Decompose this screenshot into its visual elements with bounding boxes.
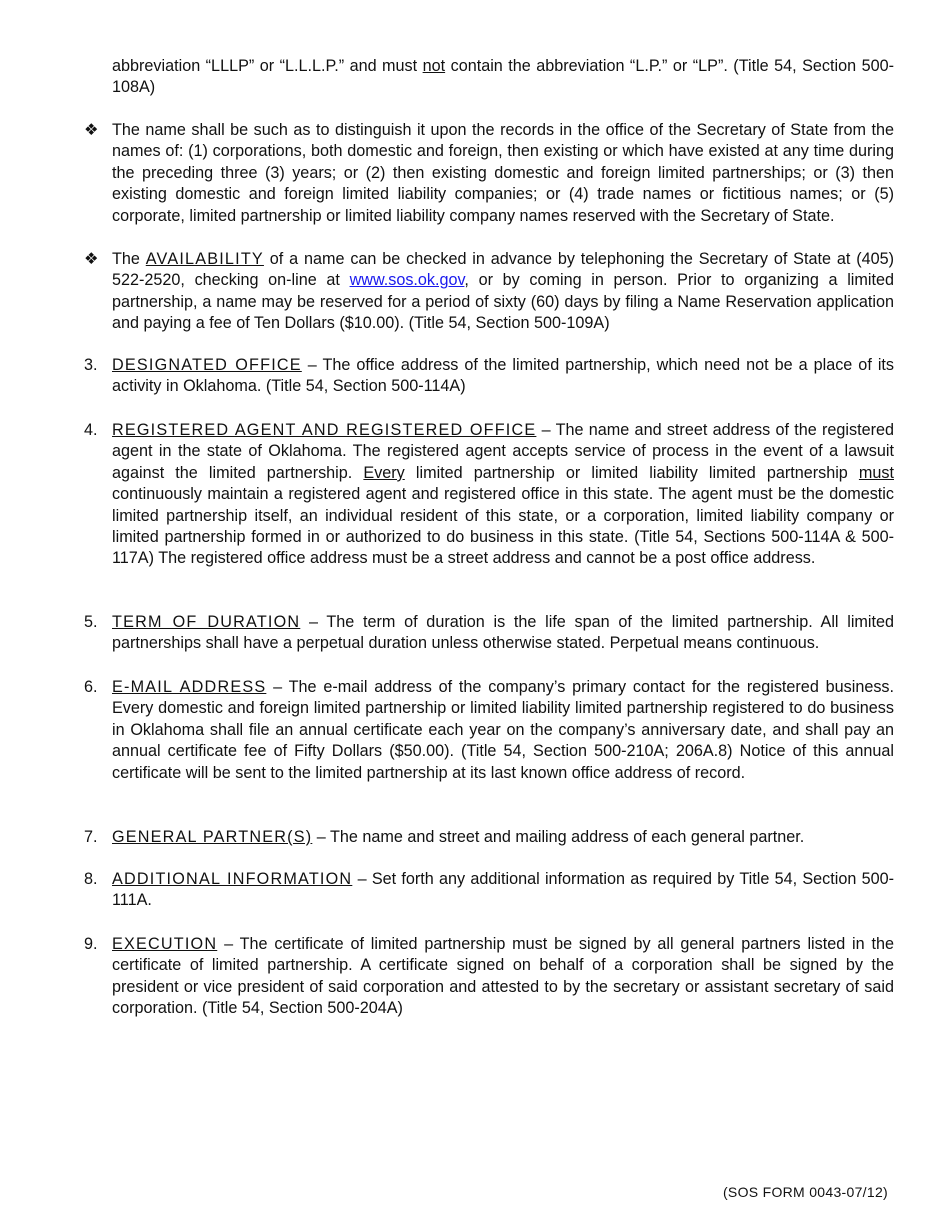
item-general-partners: 7. GENERAL PARTNER(S) – The name and street and mailing address of each general partner. xyxy=(84,827,894,848)
diamond-bullet-icon: ❖ xyxy=(84,121,99,139)
item-term-of-duration: 5. TERM OF DURATION – The term of duration is the life span of the limited partnership. All limited partnerships shall have a perpetual duration unless otherwise stated. Perpetual means continuous. xyxy=(84,613,894,653)
bullet-name-distinction xyxy=(84,120,894,227)
intro-paragraph: abbreviation “LLLP” or “L.L.L.P.” and must not contain the abbreviation “L.P.” or “LP”. (Title 54, Section 500-108A) xyxy=(112,57,895,97)
item-number: 8. xyxy=(84,870,98,888)
item-email-address: 6. E-MAIL ADDRESS – The e-mail address of the company’s primary contact for the registered business. Every domestic and foreign limited partnership or limited liability limited partnership registered to do business in Oklahoma shall file an annual certificate each year on the company’s anniversary date, and shall pay an annual certificate fee of Fifty Dollars ($50.00). (Title 54, Section 500-210A; 206A.8) Notice of this annual certificate will be sent to the limited partnership at its last known office address of record. xyxy=(84,678,895,782)
item-heading: DESIGNATED OFFICE xyxy=(112,356,302,374)
diamond-bullet-icon: ❖ xyxy=(84,250,99,268)
item-registered-agent: 4. REGISTERED AGENT AND REGISTERED OFFICE – The name and street address of the registered agent in the state of Oklahoma. The registered agent accepts service of process in the event of a lawsuit against the limited partnership. Every limited partnership or limited liability limited partnership must continuously maintain a registered agent and registered office in this state. The agent must be the domestic limited partnership itself, an individual resident of this state, or a corporation, limited liability company or limited partnership formed in or authorized to do business in this state. (Title 54, Sections 500-114A & 500-117A) The registered office address must be a street address and cannot be a post office address. xyxy=(84,421,894,568)
emphasis-must: must xyxy=(858,463,894,482)
item-heading: GENERAL PARTNER(S) xyxy=(112,828,313,846)
bullet-text: The AVAILABILITY of a name can be checked in advance by telephoning the Secretary of State at (405) 522-2520, checking on-line at www.sos.ok.gov, or by coming in person. Prior to organizing a limited partnership, a name may be reserved for a period of sixty (60) days by filing a Name Reservation application and paying a fee of Ten Dollars ($10.00). (Title 54, Section 500-109A) xyxy=(112,250,894,333)
bullet-availability xyxy=(84,249,894,335)
item-number: 6. xyxy=(84,678,98,696)
item-heading: ADDITIONAL INFORMATION xyxy=(112,870,353,888)
item-number: 3. xyxy=(84,356,98,374)
item-heading: E-MAIL ADDRESS xyxy=(112,678,267,696)
bullet-text: The name shall be such as to distinguish it upon the records in the office of the Secretary of State from the names of: (1) corporations, both domestic and foreign, then existing or which have existed at any time during the preceding three (3) years; or (2) then existing domestic and foreign limited partnerships; or (3) then existing domestic and foreign limited liability companies; or (4) trade names or fictitious names; or (5) corporate, limited partnership or limited liability company names reserved with the Secretary of State. xyxy=(112,121,894,225)
item-number: 7. xyxy=(84,828,98,846)
sos-website-link[interactable]: www.sos.ok.gov xyxy=(349,271,465,290)
item-heading: REGISTERED AGENT AND REGISTERED OFFICE xyxy=(112,421,537,439)
item-heading: EXECUTION xyxy=(112,935,218,953)
emphasis-not: not xyxy=(422,57,446,75)
term-availability: AVAILABILITY xyxy=(145,250,264,268)
item-number: 5. xyxy=(84,613,98,631)
item-heading: TERM OF DURATION xyxy=(112,613,301,631)
item-number: 9. xyxy=(84,935,98,953)
item-designated-office: 3. DESIGNATED OFFICE – The office address of the limited partnership, which need not be a place of its activity in Oklahoma. (Title 54, Section 500-114A) xyxy=(84,356,895,396)
form-id-footer: (SOS FORM 0043-07/12) xyxy=(722,1184,888,1200)
item-execution: 9. EXECUTION – The certificate of limited partnership must be signed by all general partners listed in the certificate of limited partnership. A certificate signed on behalf of a corporation shall be signed by the president or vice president of said corporation and attested to by the secretary or assistant secretary of said corporation. (Title 54, Section 500-204A) xyxy=(84,935,894,1018)
item-additional-information: 8. ADDITIONAL INFORMATION – Set forth any additional information as required by Title 54, Section 500-111A. xyxy=(84,870,894,910)
emphasis-every: Every xyxy=(363,463,405,482)
item-number: 4. xyxy=(84,421,98,439)
